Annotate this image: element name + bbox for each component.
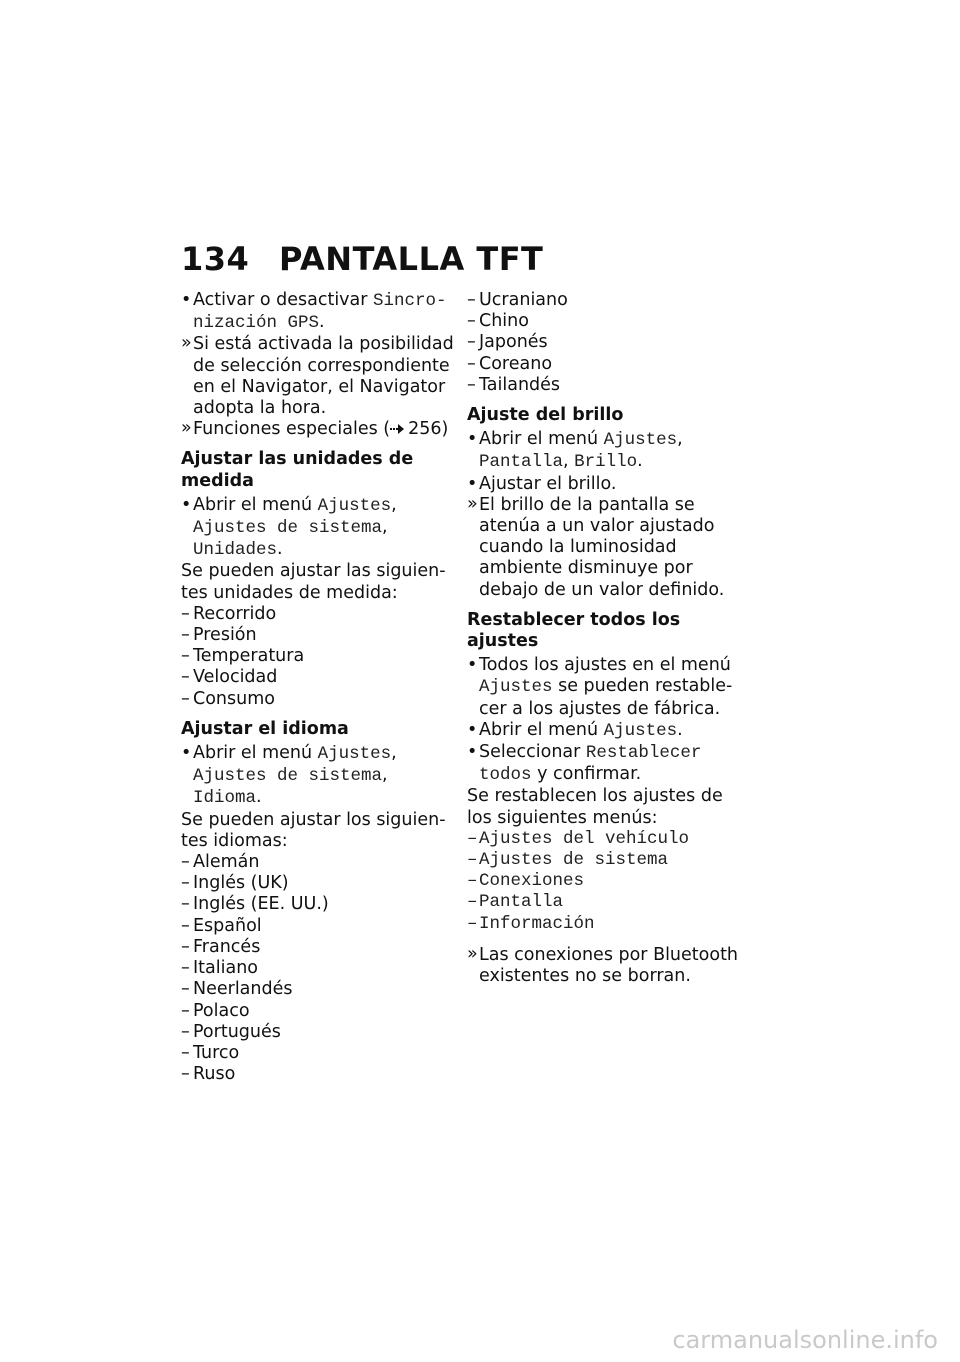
list-item: – Español bbox=[181, 916, 456, 937]
list-item: – Temperatura bbox=[181, 646, 456, 667]
brightness-heading: Ajuste del brillo bbox=[467, 405, 624, 426]
left-column bbox=[181, 290, 456, 1085]
page-title: PANTALLA TFT bbox=[279, 240, 544, 278]
list-item: – Polaco bbox=[181, 1001, 456, 1022]
list-item: – Japonés bbox=[467, 332, 742, 353]
gps-sync-option: Sincro-nización GPS bbox=[193, 291, 447, 334]
reset-info-step: • Todos los ajustes en el menú Ajustes se pueden restable-cer a los ajustes de fábrica. bbox=[467, 655, 742, 720]
brightness-note: » El brillo de la pantalla se atenúa a un valor ajustado cuando la luminosidad ambiente disminuye por debajo de un valor definido. bbox=[467, 495, 742, 601]
list-item: – Inglés (EE. UU.) bbox=[181, 894, 456, 915]
special-functions-ref: » Funciones especiales ( 256) bbox=[181, 419, 456, 440]
list-item: – Conexiones bbox=[467, 871, 742, 892]
reset-menu-step: • Abrir el menú Ajustes. bbox=[467, 720, 742, 742]
list-item: – Ajustes de sistema bbox=[467, 850, 742, 871]
list-item: – Pantalla bbox=[467, 892, 742, 913]
bluetooth-note: » Las conexiones por Bluetooth existentes no se borran. bbox=[467, 945, 742, 987]
list-item: – Francés bbox=[181, 937, 456, 958]
units-menu-step: • Abrir el menú Ajustes, Ajustes de sistema, Unidades. bbox=[181, 495, 456, 562]
list-item: – Alemán bbox=[181, 852, 456, 873]
brightness-menu-step: • Abrir el menú Ajustes, Pantalla, Brillo. bbox=[467, 429, 742, 473]
language-menu-step: • Abrir el menú Ajustes, Ajustes de sistema, Idioma. bbox=[181, 743, 456, 810]
list-item: – Consumo bbox=[181, 689, 456, 710]
list-item: – Presión bbox=[181, 625, 456, 646]
reset-heading: Restablecer todos los ajustes bbox=[467, 609, 681, 652]
list-item: – Portugués bbox=[181, 1022, 456, 1043]
list-item: – Chino bbox=[467, 311, 742, 332]
list-item: – Ruso bbox=[181, 1064, 456, 1085]
language-intro: Se pueden ajustar los siguien-tes idiomas: bbox=[181, 809, 446, 851]
watermark: carmanualsonline.info bbox=[672, 1326, 938, 1354]
units-heading: Ajustar las unidades de medida bbox=[181, 449, 414, 491]
list-item: – Ajustes del vehículo bbox=[467, 829, 742, 850]
list-item: – Coreano bbox=[467, 354, 742, 375]
navigator-note: » Si está activada la posibilidad de selección correspondiente en el Navigator, el Navigator adopta la hora. bbox=[181, 334, 456, 419]
page-header bbox=[181, 240, 543, 278]
page-reference-icon bbox=[390, 423, 404, 435]
list-item: – Velocidad bbox=[181, 667, 456, 688]
brightness-adjust-step: • Ajustar el brillo. bbox=[467, 474, 742, 495]
list-item: – Información bbox=[467, 914, 742, 935]
gps-sync-step: • Activar o desactivar Sincro-nización GPS. bbox=[181, 290, 456, 334]
list-item: – Turco bbox=[181, 1043, 456, 1064]
reset-intro: Se restablecen los ajustes de los siguientes menús: bbox=[467, 786, 723, 828]
language-heading: Ajustar el idioma bbox=[181, 718, 349, 739]
list-item: – Tailandés bbox=[467, 375, 742, 396]
units-intro: Se pueden ajustar las siguien-tes unidades de medida: bbox=[181, 561, 446, 603]
right-column bbox=[467, 290, 742, 987]
list-item: – Ucraniano bbox=[467, 290, 742, 311]
list-item: – Recorrido bbox=[181, 604, 456, 625]
list-item: – Inglés (UK) bbox=[181, 873, 456, 894]
list-item: – Neerlandés bbox=[181, 979, 456, 1000]
list-item: – Italiano bbox=[181, 958, 456, 979]
page-number: 134 bbox=[181, 240, 250, 278]
reset-select-step: • Seleccionar Restablecer todos y confirmar. bbox=[467, 742, 742, 786]
